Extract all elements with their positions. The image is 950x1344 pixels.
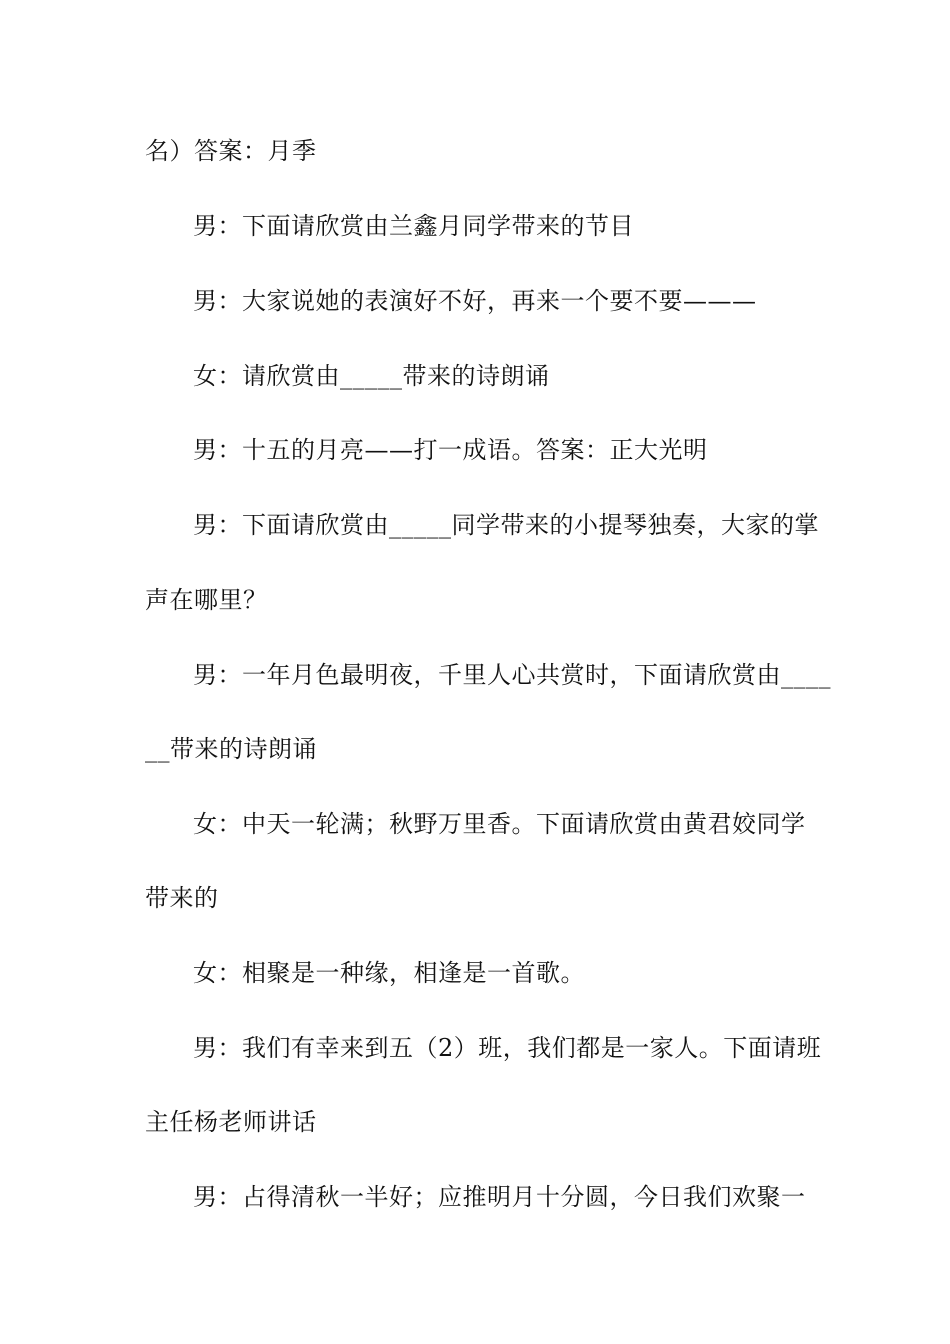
text-line-5: 男：十五的月亮——打一成语。答案：正大光明 (193, 436, 708, 464)
text-line-1: 名）答案：月季 (145, 137, 317, 165)
text-line-11: 带来的 (145, 884, 219, 912)
text-line-3: 男：大家说她的表演好不好，再来一个要不要——— (193, 287, 757, 315)
text-line-12: 女：相聚是一种缘，相逢是一首歌。 (193, 959, 585, 987)
text-line-10: 女：中天一轮满；秋野万里香。下面请欣赏由黄君姣同学 (193, 810, 806, 838)
text-line-4: 女：请欣赏由_____带来的诗朗诵 (193, 362, 550, 390)
text-line-7: 声在哪里？ (145, 586, 268, 614)
text-line-15: 男：占得清秋一半好；应推明月十分圆，今日我们欢聚一 (193, 1183, 806, 1211)
text-line-13: 男：我们有幸来到五（2）班，我们都是一家人。下面请班 (193, 1034, 822, 1062)
text-line-14: 主任杨老师讲话 (145, 1108, 317, 1136)
text-line-8: 男：一年月色最明夜，千里人心共赏时，下面请欣赏由____ (193, 661, 831, 689)
text-line-9: __带来的诗朗诵 (145, 735, 317, 763)
text-line-6: 男：下面请欣赏由_____同学带来的小提琴独奏，大家的掌 (193, 511, 819, 539)
text-line-2: 男：下面请欣赏由兰鑫月同学带来的节目 (193, 212, 634, 240)
